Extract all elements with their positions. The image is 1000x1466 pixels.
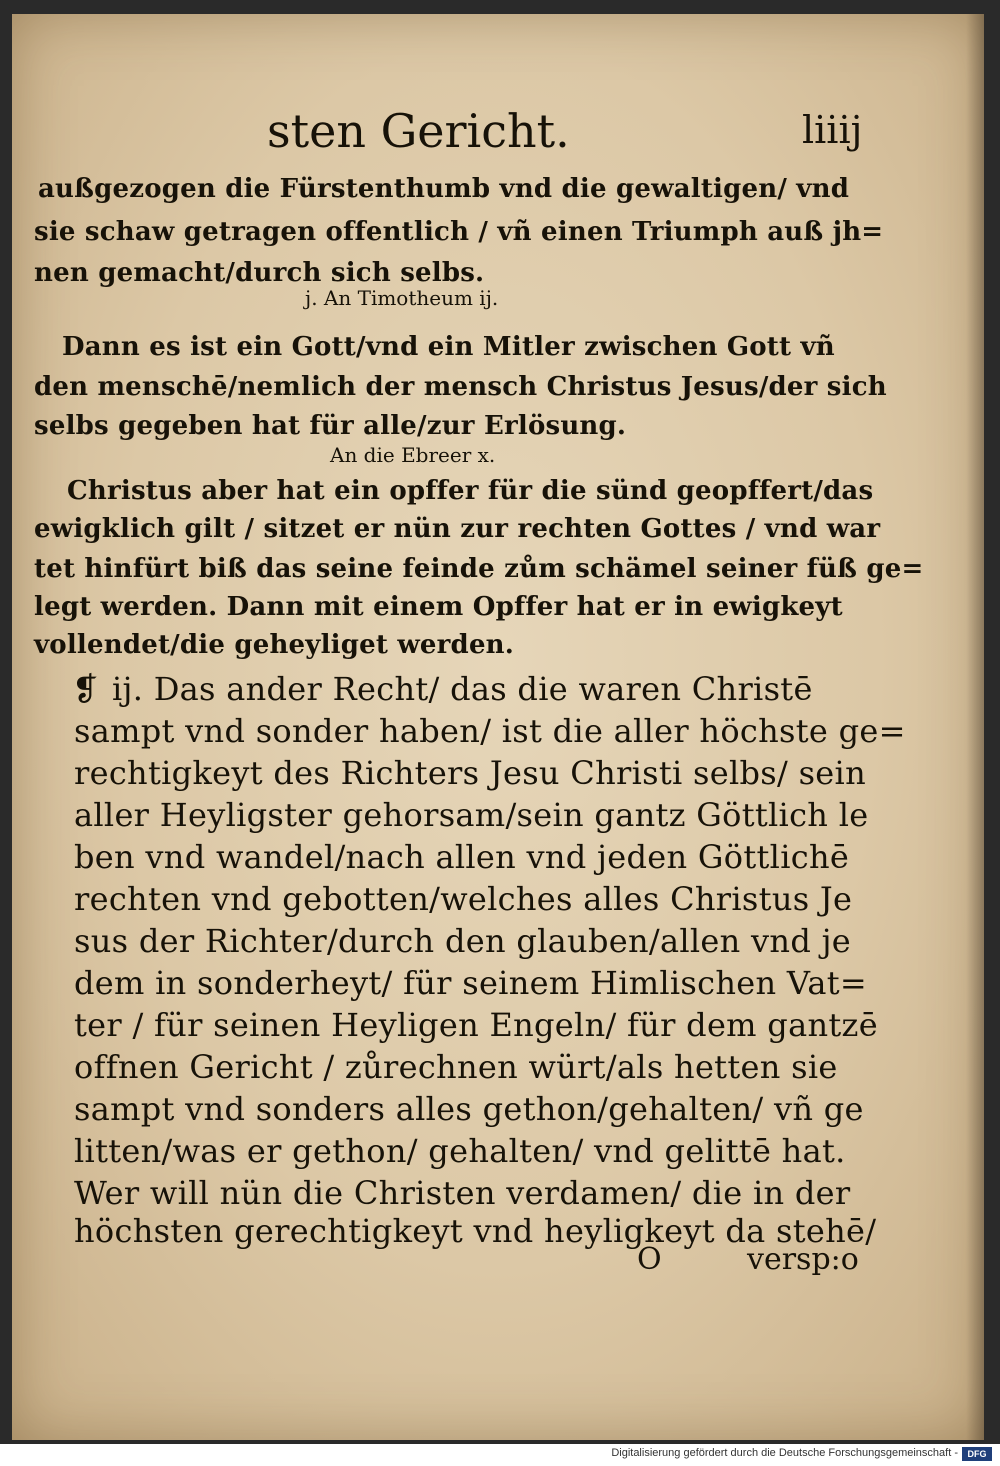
quote-line: vollendet/die geheyliget werden.: [34, 630, 515, 660]
running-head: sten Gericht.: [267, 104, 570, 158]
scripture-reference: An die Ebreer x.: [330, 443, 496, 467]
quote-line: legt werden. Dann mit einem Opffer hat er in ewigkeyt: [34, 592, 843, 622]
catchword: versp:o: [747, 1242, 859, 1277]
pilcrow-mark: ❡: [72, 670, 100, 708]
dfg-logo: DFG: [962, 1447, 992, 1461]
body-line: Wer will nün die Christen verdamen/ die in der: [74, 1174, 851, 1212]
quote-line: Christus aber hat ein opffer für die sünd geopffert/das: [67, 476, 874, 506]
body-line: sampt vnd sonder haben/ ist die aller höchste ge=: [74, 712, 906, 750]
quote-line: den menschē/nemlich der mensch Christus Jesus/der sich: [34, 372, 887, 402]
quote-line: sie schaw getragen offentlich / vñ einen Triumph auß jh=: [34, 217, 884, 247]
quote-line: ewigklich gilt / sitzet er nün zur rechten Gottes / vnd war: [34, 514, 881, 544]
folio-number: liiij: [802, 108, 863, 152]
quote-line: außgezogen die Fürstenthumb vnd die gewaltigen/ vnd: [38, 174, 850, 204]
body-line: höchsten gerechtigkeyt vnd heyligkeyt da stehē/: [74, 1212, 877, 1250]
body-line: sampt vnd sonders alles gethon/gehalten/ vñ ge: [74, 1090, 864, 1128]
book-page: [12, 14, 984, 1440]
body-line: dem in sonderheyt/ für seinem Himlischen Vat=: [74, 964, 868, 1002]
quote-line: selbs gegeben hat für alle/zur Erlösung.: [34, 411, 627, 441]
page-fore-edge: [966, 14, 984, 1440]
body-line: litten/was er gethon/ gehalten/ vnd gelittē hat.: [74, 1132, 846, 1170]
body-line: offnen Gericht / zůrechnen würt/als hetten sie: [74, 1048, 838, 1086]
quote-line: nen gemacht/durch sich selbs.: [34, 258, 485, 288]
digitization-footer: [0, 1444, 1000, 1466]
body-line: sus der Richter/durch den glauben/allen vnd je: [74, 922, 852, 960]
body-line: ter / für seinen Heyligen Engeln/ für dem gantzē: [74, 1006, 878, 1044]
body-line: ben vnd wandel/nach allen vnd jeden Göttlichē: [74, 838, 850, 876]
quote-line: Dann es ist ein Gott/vnd ein Mitler zwischen Gott vñ: [62, 332, 835, 362]
signature-mark: O: [637, 1242, 662, 1277]
quote-line: tet hinfürt biß das seine feinde zům schämel seiner füß ge=: [34, 554, 924, 584]
body-line: rechtigkeyt des Richters Jesu Christi selbs/ sein: [74, 754, 866, 792]
body-line: aller Heyligster gehorsam/sein gantz Göttlich le: [74, 796, 869, 834]
scripture-reference: j. An Timotheum ij.: [305, 286, 499, 310]
footer-credit: Digitalisierung gefördert durch die Deutsche Forschungsgemeinschaft -: [611, 1447, 958, 1459]
body-line: ij. Das ander Recht/ das die waren Christē: [112, 670, 813, 708]
body-line: rechten vnd gebotten/welches alles Christus Je: [74, 880, 853, 918]
